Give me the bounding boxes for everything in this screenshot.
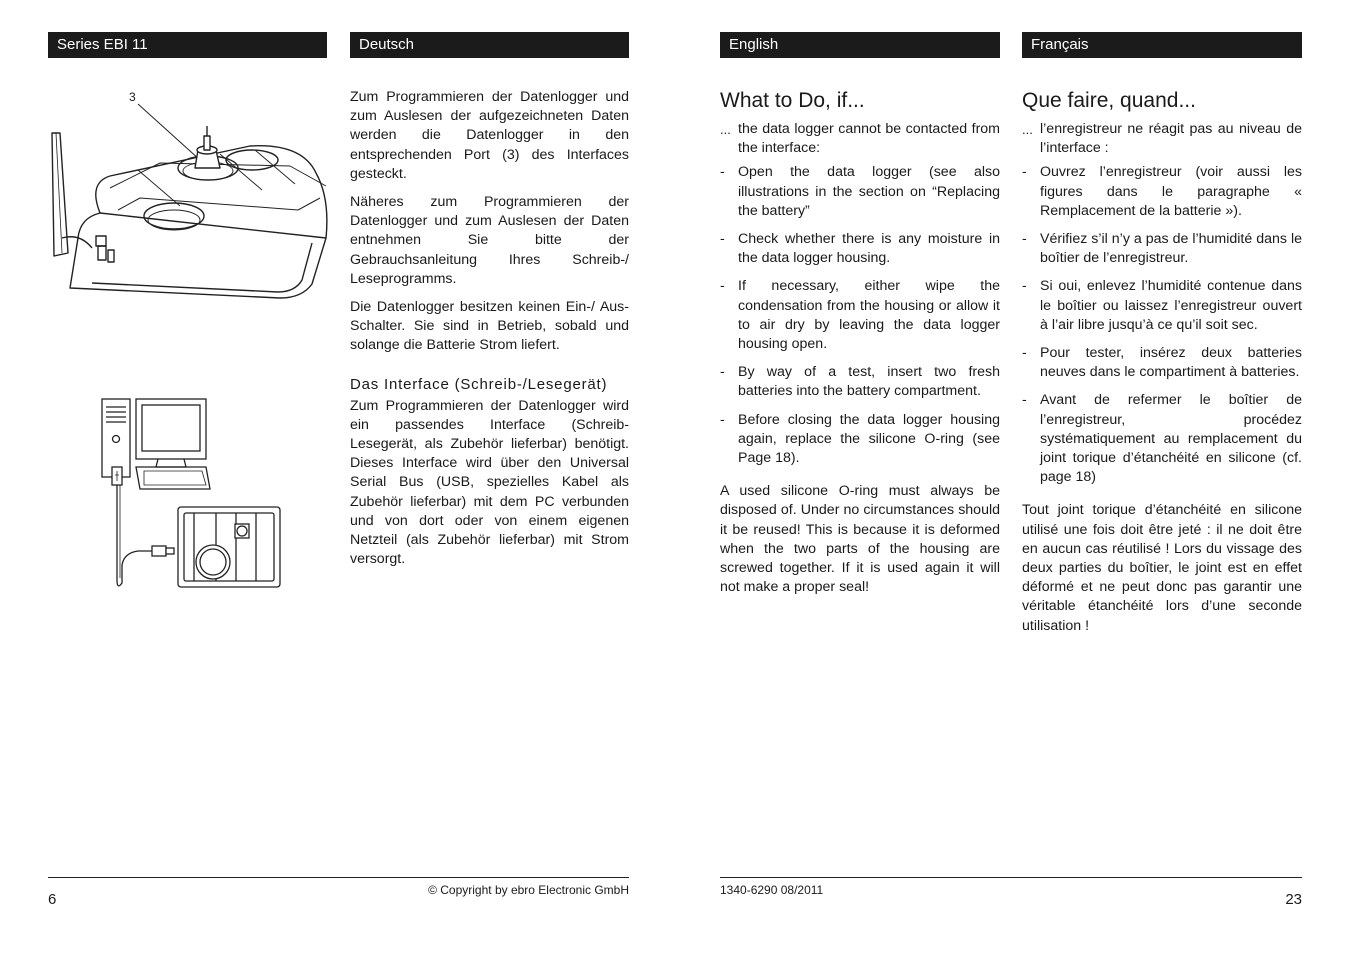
deutsch-column [350,88,629,578]
fr-list-item [1022,344,1302,382]
fr-item-text: Ouvrez l’enregistreur (voir aussi les figures dans le paragraphe « Remplacement de la batterie »). [1040,164,1302,219]
fr-intro [1022,120,1302,158]
en-list-item [720,277,1000,354]
header-deutsch: Deutsch [350,32,629,58]
header-series: Series EBI 11 [48,32,327,58]
callout-number: 3 [129,90,136,104]
en-intro-text: the data logger cannot be contacted from the interface: [738,121,1000,157]
fr-intro-text: l’enregistreur ne réagit pas au niveau de l’interface : [1040,121,1302,157]
footer-rule-left [48,877,629,878]
list-dash: - [720,364,725,381]
en-list-item [720,363,1000,401]
en-item-text: By way of a test, insert two fresh batteries into the battery compartment. [738,364,1000,400]
en-item-text: Before closing the data logger housing again, replace the silicone O-ring (see Page 18). [738,411,1000,467]
en-item-text: Open the data logger (see also illustrations in the section on “Replacing the battery” [738,164,1000,219]
pc-usb-interface-illustration [98,395,284,595]
list-dash: - [1022,164,1027,181]
page-number-left: 6 [48,891,57,908]
de-paragraph-2: Näheres zum Programmieren der Datenlogger und zum Auslesen der Daten entnehmen Sie bitte der Gebrauchsanleitung Ihres Schreib-/ Leseprogramms. [350,194,629,287]
fr-list-item [1022,230,1302,268]
copyright-footer: © Copyright by ebro Electronic GmbH [428,883,629,897]
list-dash: - [1022,278,1027,295]
list-dash: - [720,164,725,181]
en-list-item [720,411,1000,469]
en-list-item [720,163,1000,221]
en-title: What to Do, if... [720,89,865,112]
en-intro [720,120,1000,158]
doc-code-footer: 1340-6290 08/2011 [720,883,824,897]
fr-intro-marker: ... [1022,122,1033,137]
header-francais: Français [1022,32,1302,58]
fr-item-text: Vérifiez s’il n’y a pas de l’humidité dans le boîtier de l’enregistreur. [1040,231,1302,267]
en-list-item [720,230,1000,268]
en-item-text: If necessary, either wipe the condensation from the housing or allow it to air dry by leaving the data logger housing open. [738,278,1000,353]
list-dash: - [1022,392,1027,409]
list-dash: - [720,411,725,428]
fr-title: Que faire, quand... [1022,89,1196,112]
de-subheading-interface: Das Interface (Schreib-/Lesegerät) [350,375,608,393]
fr-list-item [1022,277,1302,335]
list-dash: - [720,278,725,295]
fr-item-text: Avant de refermer le boîtier de l’enregistreur, procédez systématiquement au remplacement du joint torique d’étanchéité en silicone (cf. page 18) [1040,392,1302,486]
interface-device-illustration [40,88,335,303]
en-closing-paragraph: A used silicone O-ring must always be disposed of. Under no circumstances should it be reused! This is because it is deformed when the two parts of the housing are screwed together. If it is used again it will not make a proper seal! [720,483,1000,596]
en-item-text: Check whether there is any moisture in the data logger housing. [738,231,1000,267]
list-dash: - [1022,231,1027,248]
fr-item-text: Pour tester, insérez deux batteries neuves dans le compartiment à batteries. [1040,345,1302,381]
header-english: English [720,32,1000,58]
fr-item-text: Si oui, enlevez l’humidité contenue dans le boîtier ou laissez l’enregistreur ouvert à l’air libre jusqu’à ce qu’il soit sec. [1040,278,1302,333]
fr-closing-paragraph: Tout joint torique d’étanchéité en silicone utilisé une fois doit être jeté : il ne doit être en aucun cas réutilisé ! Lors du vissage des deux parties du boîtier, le joint est en effet déformé et ne peut donc pas garantir une véritable étanchéité lors d’une seconde utilisation ! [1022,502,1302,634]
de-paragraph-interface: Zum Programmieren der Datenlogger wird ein passendes Interface (Schreib-Lesegerät, als Zubehör lieferbar) benötigt. Dieses Interface wird über den Universal Serial Bus (USB, spezielles Kabel als Zubehör lieferbar) mit dem PC verbunden und von dort oder von einem eigenen Netzteil (als Zubehör lieferbar) mit Strom versorgt. [350,397,629,568]
page-number-right: 23 [1285,891,1302,908]
de-paragraph-1: Zum Programmieren der Datenlogger und zum Auslesen der aufgezeichneten Daten werden die Datenlogger in den entsprechenden Port (3) des Interfaces gesteckt. [350,89,629,182]
english-column [720,88,1000,606]
en-intro-marker: ... [720,122,731,137]
de-paragraph-3: Die Datenlogger besitzen keinen Ein-/ Aus-Schalter. Sie sind in Betrieb, sobald und solange die Batterie Strom liefert. [350,299,629,354]
list-dash: - [720,231,725,248]
fr-list-item [1022,391,1302,487]
footer-rule-right [720,877,1302,878]
list-dash: - [1022,345,1027,362]
fr-list-item [1022,163,1302,221]
french-column [1022,88,1302,645]
